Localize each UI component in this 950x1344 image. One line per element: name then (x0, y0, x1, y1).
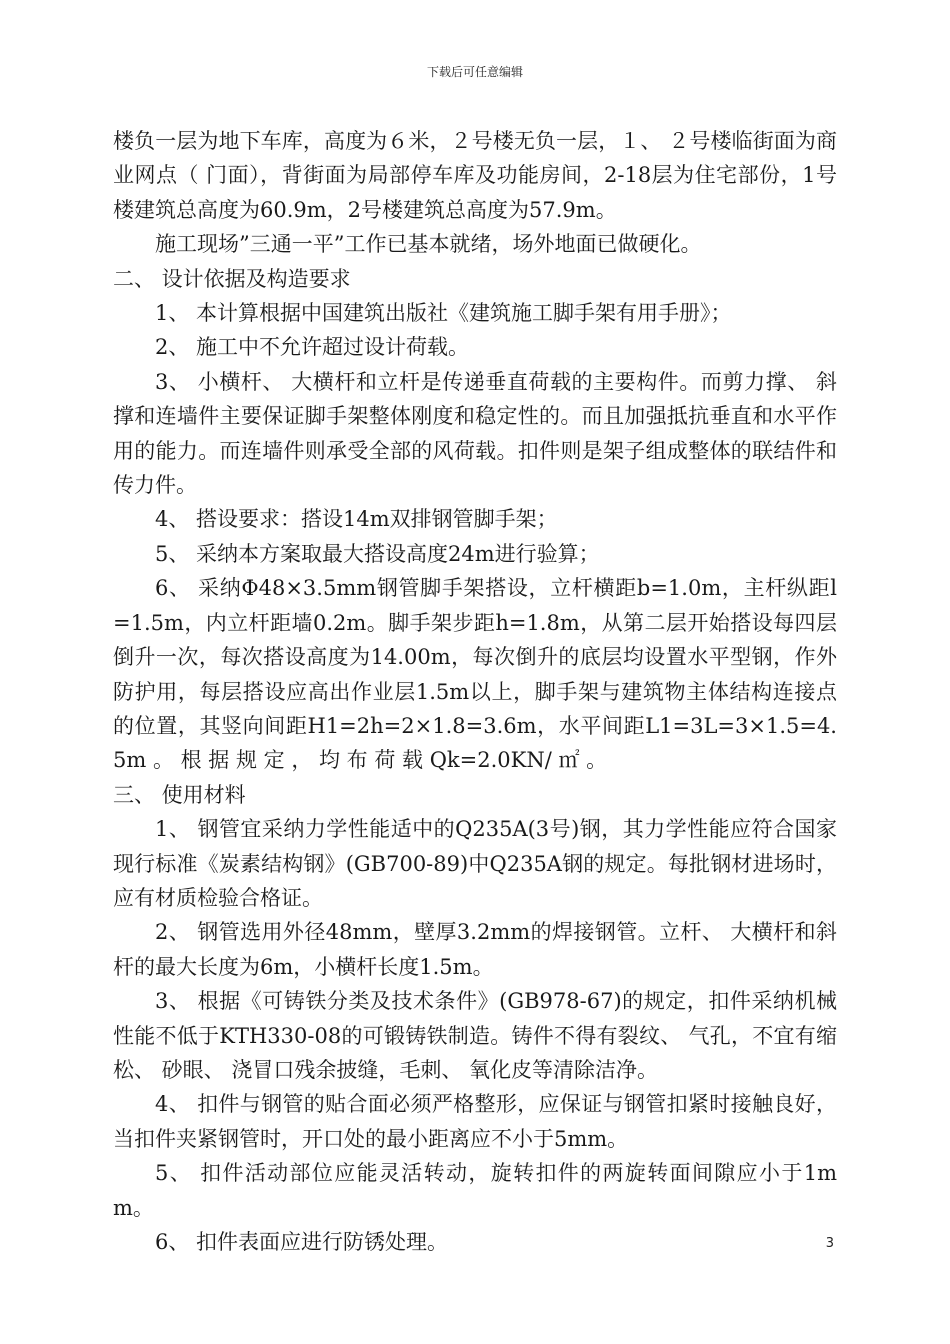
paragraph-item-2: 2、 施工中不允许超过设计荷载。 (155, 335, 470, 360)
paragraph-item-4: 4、 搭设要求：搭设14m双排钢管脚手架； (155, 507, 558, 532)
paragraph-material-4: 4、 扣件与钢管的贴合面必须严格整形，应保证与钢管扣紧时接触良好，当扣件夹紧钢管时，开口处的最小距离应不小于5mm。 (113, 1092, 837, 1151)
paragraph-item-6: 6、 采纳Φ48×3.5mm钢管脚手架搭设，立杆横距b=1.0m，主杆纵距l=1.5m，内立杆距墙0.2m。脚手架步距h=1.8m，从第二层开始搭设每四层倒升一次，每次搭设高度为14.00m，每次倒升的底层均设置水平型钢，作外防护用，每层搭设应高出作业层1.5m以上，脚手架与建筑物主体结构连接点的位置，其竖向间距H1=2h=2×1.8=3.6m，水平间距L1=3L=3×1.5=4.5m 。 根 据 规 定 ， 均 布 荷 载 Qk=2.0KN/ ㎡ 。 (113, 576, 837, 773)
paragraph-item-1: 1、 本计算根据中国建筑出版社《建筑施工脚手架有用手册》； (155, 301, 732, 326)
section-heading-design-basis: 二、 设计依据及构造要求 (113, 266, 351, 291)
paragraph-material-1: 1、 钢管宜采纳力学性能适中的Q235A(3号)钢，其力学性能应符合国家现行标准《炭素结构钢》(GB700-89)中Q235A钢的规定。每批钢材进场时，应有材质检验合格证。 (113, 817, 837, 910)
page-number: 3 (825, 1236, 834, 1251)
paragraph-material-3: 3、 根据《可铸铁分类及技术条件》(GB978-67)的规定，扣件采纳机械性能不低于KTH330-08的可锻铸铁制造。铸件不得有裂纹、 气孔，不宜有缩松、 砂眼、 浇冒口残余披缝，毛刺、 氧化皮等清除洁净。 (113, 989, 837, 1082)
paragraph-item-5: 5、 采纳本方案取最大搭设高度24m进行验算； (155, 541, 600, 566)
paragraph-material-5: 5、 扣件活动部位应能灵活转动，旋转扣件的两旋转面间隙应小于1mm。 (113, 1161, 837, 1220)
paragraph-intro-continuation: 楼负一层为地下车库，高度为６米，２号楼无负一层，１、 ２号楼临街面为商业网点（ 门面），背街面为局部停车库及功能房间，2-18层为住宅部份，1号楼建筑总高度为60.9m，2号楼建筑总高度为57.9m。 (113, 129, 837, 222)
paragraph-site-status: 施工现场”三通一平”工作已基本就绪，场外地面已做硬化。 (155, 232, 702, 257)
paragraph-material-2: 2、 钢管选用外径48mm，壁厚3.2mm的焊接钢管。立杆、 大横杆和斜杆的最大长度为6m，小横杆长度1.5m。 (113, 920, 837, 979)
page-header: 下载后可任意编辑 (426, 65, 523, 79)
document-body (113, 124, 837, 1259)
paragraph-item-3: 3、 小横杆、 大横杆和立杆是传递垂直荷载的主要构件。而剪力撑、 斜撑和连墙件主要保证脚手架整体刚度和稳定性的。而且加强抵抗垂直和水平作用的能力。而连墙件则承受全部的风荷载。扣件则是架子组成整体的联结件和传力件。 (113, 369, 837, 498)
paragraph-material-6: 6、 扣件表面应进行防锈处理。 (155, 1230, 449, 1254)
section-heading-materials: 三、 使用材料 (113, 782, 246, 807)
